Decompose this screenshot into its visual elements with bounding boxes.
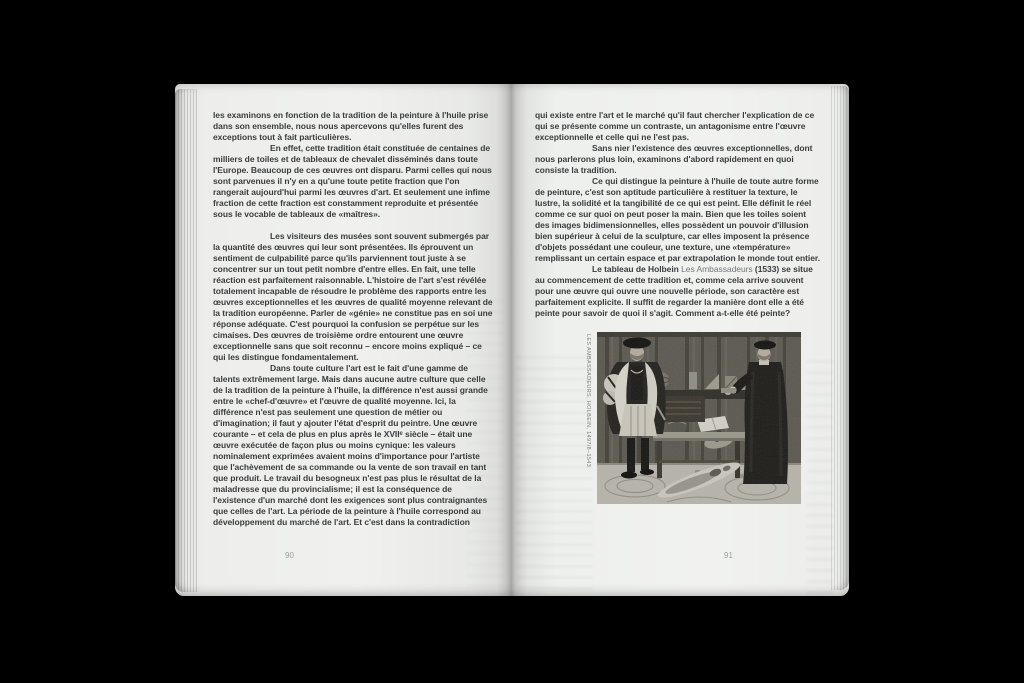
paragraph: les examinons en fonction de la tradition de la peinture à l'huile prise dans son ensemble, nous nous apercevons qu'elles furent des exceptions tout à fait particulières. (213, 110, 489, 142)
page-number-90: 90 (285, 551, 294, 560)
paragraph: Les visiteurs des musées sont souvent submergés par la quantité des œuvres qui leur sont présentées. Ils éprouvent un sentiment de culpabilité parce qu'ils parviennent tout juste à se concentrer sur un tout petit nombre d'entre elles. En fait, une telle réaction est parfaitement raisonnable. L'histoire de l'art s'est révélée totalement incapable de résoudre le problème des rapports entre les œuvres exceptionnelles et les œuvres de qualité moyenne relevant de la tradition européenne. Parler de «génie» ne constitue pas en soi une réponse adéquate. C'est pourquoi la confusion se perpétue sur les cimaises. Des œuvres de troisième ordre entourent une œuvre exceptionnelle sans que soit reconnu – encore moins expliqué – ce qui les distingue fondamentalement. (213, 231, 493, 362)
book-spread (175, 84, 849, 596)
page-91 (511, 84, 849, 596)
holbein-ambassadors-painting (597, 332, 801, 504)
page-edge-stack-right (831, 86, 849, 590)
page-number-91: 91 (724, 551, 733, 560)
paragraph-lead: Le tableau de Holbein (592, 264, 682, 274)
figure-caption-vertical: LES AMBASSADEURS, HOLBEIN, 1497/8–1543 (585, 334, 591, 468)
painting-title-inline: Les Ambassadeurs (681, 264, 753, 274)
page-90 (175, 84, 511, 596)
paragraph: Sans nier l'existence des œuvres exceptionnelles, dont nous parlerons plus loin, examinons d'abord rapidement en quoi consiste la tradition. (535, 143, 813, 175)
paragraph (535, 264, 822, 319)
paragraph: Ce qui distingue la peinture à l'huile de toute autre forme de peinture, c'est son aptitude particulière à restituer la texture, le lustre, la solidité et la tangibilité de ce qui est peint. Elle définit le réel comme ce sur quoi on peut poser la main. Bien que les toiles soient des images bidimensionnelles, elles possèdent un pouvoir d'illusion bien supérieur à celui de la sculpture, car elles imposent la présence d'objets possédant une couleur, une texture, une «température» remplissant un certain espace et par extrapolation le monde tout entier. (535, 176, 821, 263)
paragraph-rest: (1533) se situe au commencement de cette tradition et, comme cela arrive souvent pour une œuvre qui ouvre une nouvelle période, son caractère est parfaitement explicite. Il suffit de regarder la manière dont elle a été peinte pour savoir de quoi il s'agit. Comment a-t-elle été peinte? (535, 264, 813, 318)
print-grain-overlay (597, 332, 801, 504)
paragraph: En effet, cette tradition était constituée de centaines de milliers de toiles et de tableaux de chevalet disséminés dans toute l'Europe. Beaucoup de ces œuvres ont disparu. Parmi celles qui nous sont parvenues il n'y en a qu'une toute petite fraction que l'on rangerait aujourd'hui parmi les œuvres d'art. Et seulement une infime fraction de cette fraction est constamment reproduite et présentée sous le vocable de tableaux de «maîtres». (213, 143, 492, 219)
figure-block (585, 332, 801, 504)
page-91-text (535, 110, 822, 504)
paragraph: Dans toute culture l'art est le fait d'une gamme de talents extrêmement large. Mais dans aucune autre culture que celle de la tradition de la peinture à l'huile, la différence n'est aussi grande entre le «chef-d'œuvre» et l'œuvre de qualité moyenne. Ici, la différence n'est pas seulement une question de métier ou d'imagination; il faut y ajouter l'état d'esprit du peintre. Une œuvre courante – et cela de plus en plus après le XVIIᵉ siècle – était une œuvre exécutée de façon plus ou moins cynique: les valeurs nominalement exprimées avaient moins d'importance pour l'artiste que l'achèvement de sa commande ou la vente de son travail en tant que produit. Le travail du besogneux n'est pas plus le résultat de la maladresse que du provincialisme; il est la conséquence de l'existence d'un marché dont les exigences sont plus contraignantes que celles de l'art. La période de la peinture à l'huile correspond au développement du marché de l'art. Et c'est dans la contradiction (213, 363, 488, 527)
page-edge-stack-left (175, 89, 197, 592)
paragraph: qui existe entre l'art et le marché qu'il faut chercher l'explication de ce qui se présente comme un contraste, un antagonisme entre l'œuvre exceptionnelle et celle qui ne l'est pas. (535, 110, 815, 142)
page-90-text (213, 110, 496, 528)
